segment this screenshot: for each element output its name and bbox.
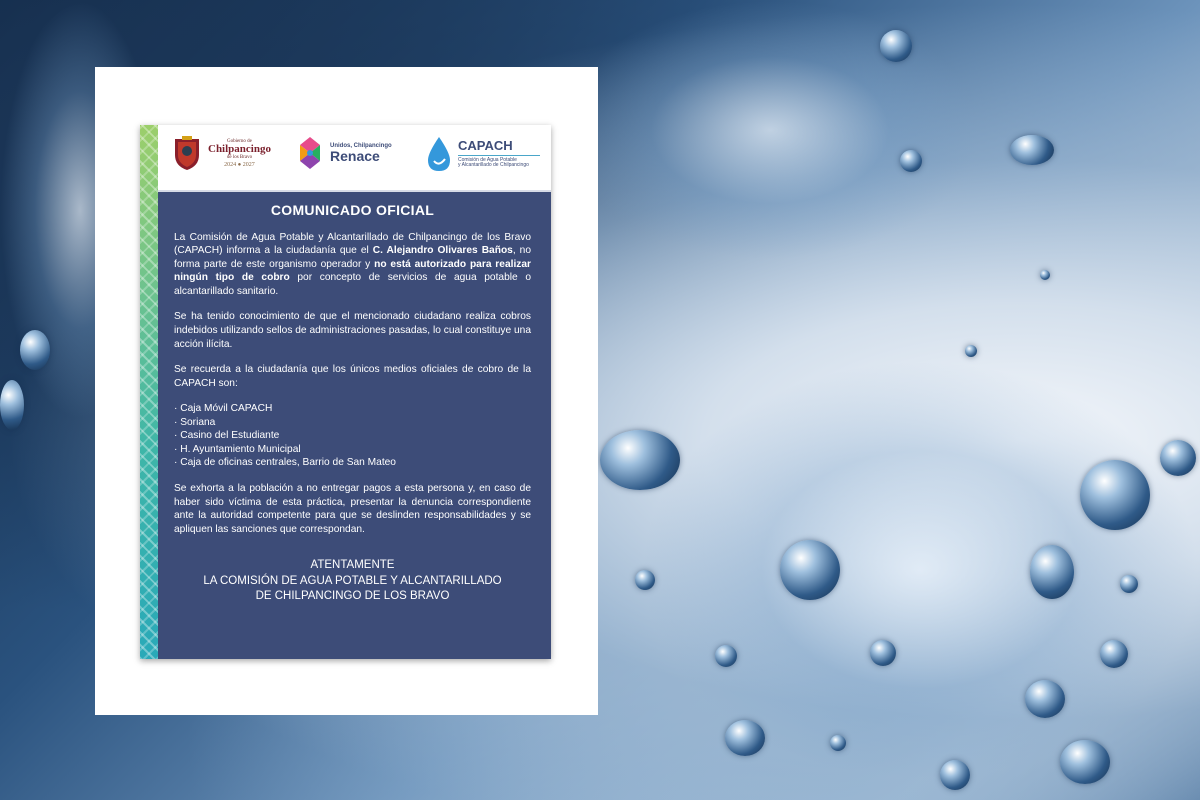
capach-divider <box>458 155 540 156</box>
statement-title: COMUNICADO OFICIAL <box>270 202 435 218</box>
paragraph-1 <box>174 231 531 299</box>
signature-line2: LA COMISIÓN DE AGUA POTABLE Y ALCANTARILLADO <box>203 574 502 587</box>
list-item: · Caja de oficinas centrales, Barrio de San Mateo <box>174 457 396 469</box>
gobierno-years: 2024 ● 2027 <box>224 161 255 168</box>
gobierno-logo <box>172 135 271 171</box>
official-statement-card <box>140 125 551 659</box>
paragraph-4: Se exhorta a la población a no entregar pagos a esta persona y, en caso de haber sido víctima de esta práctica, presentar la denuncia correspondiente ante la autoridad competente para que se deslinden responsabilidades y se apliquen las sanciones que correspondan. <box>174 483 531 535</box>
water-drop-icon <box>426 135 452 173</box>
signature-line1: ATENTAMENTE <box>310 559 395 572</box>
paragraph-3: Se recuerda a la ciudadanía que los únicos medios oficiales de cobro de la CAPACH son: <box>174 364 531 389</box>
signature-block <box>174 558 531 605</box>
list-item: · Soriana <box>174 416 216 428</box>
renace-logo <box>296 135 392 171</box>
p1-text-2: , no forma parte de este organismo operador y <box>174 245 531 270</box>
capach-subtitle2: y Alcantarillado de Chilpancingo <box>458 162 529 169</box>
gobierno-line3: de los Bravo <box>226 154 253 160</box>
p1-text-3: por concepto de servicios de agua potable o alcantarillado sanitario. <box>174 272 531 297</box>
signature-line3: DE CHILPANCINGO DE LOS BRAVO <box>255 590 450 603</box>
logos-header <box>158 125 551 192</box>
decorative-pattern <box>140 125 158 659</box>
renace-emblem-icon <box>296 135 324 171</box>
payment-points-list <box>174 402 531 470</box>
capach-logo <box>426 135 540 173</box>
p1-text-1: La Comisión de Agua Potable y Alcantarillado de Chilpancingo de los Bravo (CAPACH) informa a la ciudadanía que el <box>174 231 531 257</box>
statement-body <box>174 201 531 605</box>
renace-line2: Renace <box>330 148 380 164</box>
coat-of-arms-icon <box>172 135 202 171</box>
capach-subtitle1: Comisión de Agua Potable <box>458 157 517 164</box>
gobierno-line1: Gobierno de <box>227 138 252 144</box>
list-item: · H. Ayuntamiento Municipal <box>174 443 301 455</box>
capach-name: CAPACH <box>458 138 513 154</box>
paragraph-2: Se ha tenido conocimiento de que el mencionado ciudadano realiza cobros indebidos utilizando sellos de administraciones pasadas, lo cual constituye una acción ilícita. <box>174 311 531 350</box>
p1-bold-warning: no está autorizado para realizar ningún tipo de cobro <box>174 258 531 284</box>
list-item: · Casino del Estudiante <box>174 430 280 442</box>
list-item: · Caja Móvil CAPACH <box>174 403 273 415</box>
p1-bold-name: C. Alejandro Olivares Baños <box>372 245 513 257</box>
renace-line1: Unidos, Chilpancingo <box>330 143 392 149</box>
gobierno-line2: Chilpancingo <box>208 142 271 155</box>
